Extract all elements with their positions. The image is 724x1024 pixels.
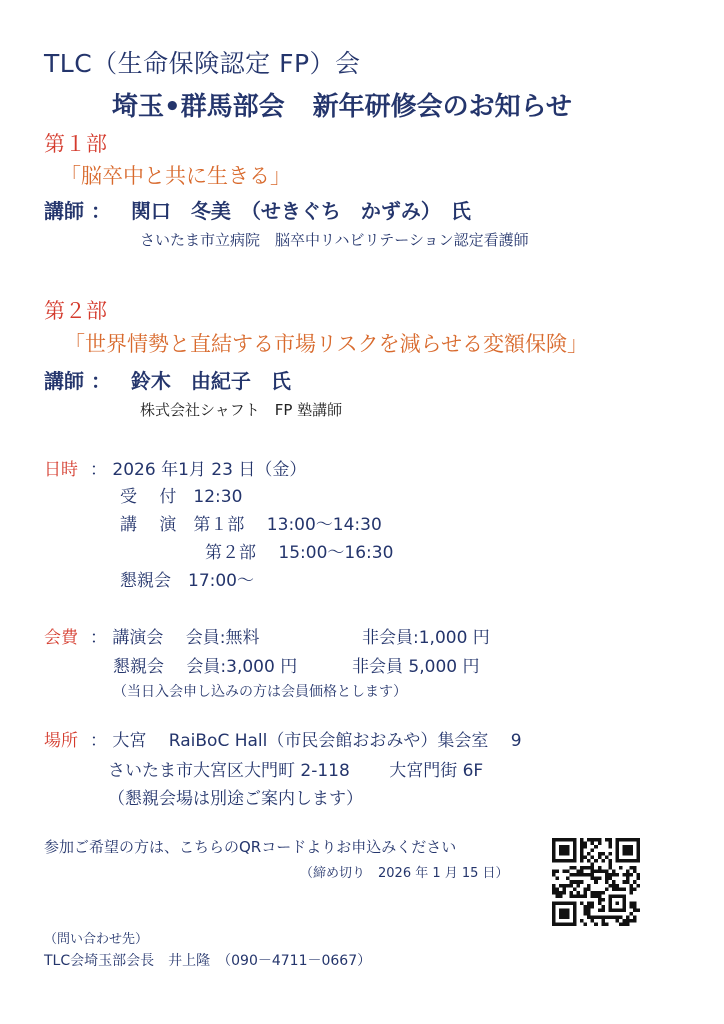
qr-module bbox=[580, 880, 584, 884]
qr-module bbox=[584, 873, 588, 877]
qr-module bbox=[580, 856, 584, 860]
qr-module bbox=[633, 908, 637, 912]
qr-module bbox=[587, 887, 591, 891]
qr-module bbox=[615, 873, 619, 877]
qr-module bbox=[601, 852, 605, 856]
qr-module bbox=[626, 877, 630, 881]
qr-module bbox=[598, 891, 602, 895]
qr-module bbox=[584, 856, 588, 860]
qr-module bbox=[633, 915, 637, 919]
qr-module bbox=[587, 908, 591, 912]
qr-module bbox=[570, 873, 574, 877]
part1-lecturer bbox=[44, 195, 471, 224]
qr-module bbox=[580, 852, 584, 856]
part2-lecturer-label: 講師 ： bbox=[44, 369, 111, 393]
qr-module bbox=[605, 887, 609, 891]
apply-text: 参加ご希望の方は、こちらのQRコードよりお申込みください bbox=[44, 838, 457, 856]
qr-module bbox=[605, 873, 609, 877]
qr-module bbox=[584, 891, 588, 895]
qr-module bbox=[636, 877, 640, 881]
qr-module bbox=[584, 905, 588, 909]
qr-module bbox=[598, 838, 602, 842]
qr-module bbox=[552, 870, 556, 874]
qr-module bbox=[577, 884, 581, 888]
qr-module bbox=[615, 915, 619, 919]
qr-module bbox=[598, 842, 602, 846]
venue-address: さいたま市大宮区大門町 2-118 大宮門街 6F bbox=[108, 761, 484, 781]
qr-module bbox=[587, 852, 591, 856]
qr-module bbox=[552, 873, 556, 877]
qr-module bbox=[615, 884, 619, 888]
fee-lecture-nonmember: 非会員:1,000 円 bbox=[362, 628, 490, 648]
qr-module bbox=[594, 915, 598, 919]
qr-module bbox=[591, 849, 595, 853]
qr-module bbox=[587, 915, 591, 919]
qr-module bbox=[573, 880, 577, 884]
qr-module bbox=[636, 873, 640, 877]
qr-module bbox=[605, 915, 609, 919]
fee-label: 会費 bbox=[44, 628, 78, 648]
qr-module bbox=[629, 905, 633, 909]
subtitle-event: 新年研修会のお知らせ bbox=[312, 92, 572, 122]
schedule-label: 日時 bbox=[44, 460, 78, 480]
qr-module bbox=[580, 842, 584, 846]
apply-deadline: （締め切り 2026 年 1 月 15 日） bbox=[300, 866, 509, 881]
qr-module bbox=[594, 859, 598, 863]
venue-name: ： 大宮 RaiBoC Hall（市民会館おおみや）集会室 9 bbox=[90, 731, 522, 751]
qr-module bbox=[608, 838, 612, 842]
qr-module bbox=[587, 901, 591, 905]
part1-theme: 「脳卒中と共に生きる」 bbox=[60, 164, 291, 188]
qr-module bbox=[622, 919, 626, 923]
qr-module bbox=[587, 912, 591, 916]
qr-module bbox=[629, 866, 633, 870]
qr-module bbox=[556, 891, 560, 895]
part1-lecturer-label: 講師 ： bbox=[44, 199, 111, 223]
part1-affiliation: さいたま市立病院 脳卒中リハビリテーション認定看護師 bbox=[140, 231, 529, 249]
qr-module bbox=[598, 908, 602, 912]
qr-module bbox=[573, 894, 577, 898]
qr-module bbox=[633, 901, 637, 905]
qr-module bbox=[622, 880, 626, 884]
qr-module bbox=[563, 891, 567, 895]
qr-module bbox=[619, 866, 623, 870]
qr-module bbox=[598, 898, 602, 902]
qr-module bbox=[601, 919, 605, 923]
qr-module bbox=[577, 880, 581, 884]
part1-lecturer-name: 関口 冬美 （せきぐち かずみ） 氏 bbox=[130, 199, 471, 223]
qr-module bbox=[629, 884, 633, 888]
qr-module bbox=[570, 894, 574, 898]
qr-module bbox=[608, 866, 612, 870]
qr-module bbox=[612, 870, 616, 874]
qr-module bbox=[601, 905, 605, 909]
qr-module bbox=[591, 905, 595, 909]
part2-label: 第２部 bbox=[44, 299, 107, 323]
page-subtitle bbox=[112, 86, 572, 123]
qr-module bbox=[580, 859, 584, 863]
qr-module bbox=[598, 870, 602, 874]
qr-module bbox=[598, 877, 602, 881]
qr-module bbox=[594, 880, 598, 884]
qr-module bbox=[559, 894, 563, 898]
qr-module bbox=[612, 884, 616, 888]
qr-module bbox=[629, 891, 633, 895]
qr-module bbox=[608, 845, 612, 849]
contact-label: （問い合わせ先） bbox=[44, 932, 149, 947]
qr-module bbox=[633, 887, 637, 891]
qr-module bbox=[580, 838, 584, 842]
qr-module bbox=[608, 915, 612, 919]
qr-module bbox=[608, 884, 612, 888]
qr-module bbox=[626, 915, 630, 919]
qr-module bbox=[629, 912, 633, 916]
qr-module bbox=[559, 884, 563, 888]
qr-module bbox=[584, 912, 588, 916]
venue-note: （懇親会場は別途ご案内します） bbox=[108, 789, 363, 809]
qr-module bbox=[591, 873, 595, 877]
qr-module bbox=[633, 905, 637, 909]
qr-module bbox=[577, 894, 581, 898]
qr-module bbox=[622, 873, 626, 877]
qr-module bbox=[601, 891, 605, 895]
fee-lecture-member: ： 講演会 会員:無料 bbox=[90, 628, 260, 648]
qr-module bbox=[622, 922, 626, 926]
qr-module bbox=[570, 866, 574, 870]
qr-module bbox=[580, 919, 584, 923]
part1-label: 第１部 bbox=[44, 132, 107, 156]
qr-module bbox=[598, 866, 602, 870]
qr-module bbox=[570, 884, 574, 888]
qr-module bbox=[587, 866, 591, 870]
qr-module bbox=[591, 919, 595, 923]
qr-module bbox=[629, 919, 633, 923]
qr-module bbox=[566, 877, 570, 881]
qr-module bbox=[605, 870, 609, 874]
qr-module bbox=[566, 870, 570, 874]
qr-code-image[interactable] bbox=[552, 838, 640, 926]
qr-module bbox=[594, 838, 598, 842]
qr-module bbox=[594, 922, 598, 926]
qr-module bbox=[615, 919, 619, 923]
schedule-date: ： 2026 年1月 23 日（金） bbox=[90, 460, 307, 480]
qr-module bbox=[556, 870, 560, 874]
qr-module bbox=[587, 884, 591, 888]
qr-module bbox=[619, 887, 623, 891]
qr-module bbox=[608, 873, 612, 877]
venue-label: 場所 bbox=[44, 731, 78, 751]
qr-module bbox=[556, 887, 560, 891]
qr-module bbox=[556, 877, 560, 881]
qr-module bbox=[598, 915, 602, 919]
qr-module bbox=[626, 922, 630, 926]
qr-module bbox=[626, 880, 630, 884]
qr-module bbox=[598, 856, 602, 860]
qr-module bbox=[612, 887, 616, 891]
qr-module bbox=[608, 859, 612, 863]
qr-module bbox=[608, 877, 612, 881]
qr-module bbox=[591, 870, 595, 874]
qr-module bbox=[591, 863, 595, 867]
qr-module bbox=[636, 884, 640, 888]
qr-module bbox=[584, 894, 588, 898]
qr-module bbox=[573, 866, 577, 870]
contact-line: TLC会埼玉部会長 井上隆 （090－4711－0667） bbox=[44, 953, 372, 969]
qr-module bbox=[612, 880, 616, 884]
schedule-reception: 受 付 12:30 bbox=[120, 487, 243, 507]
part2-lecturer bbox=[44, 365, 291, 394]
schedule-lecture-part1: 講 演 第１部 13:00～14:30 bbox=[120, 515, 382, 535]
qr-module bbox=[601, 870, 605, 874]
qr-module bbox=[580, 845, 584, 849]
qr-module bbox=[587, 859, 591, 863]
qr-module bbox=[605, 880, 609, 884]
qr-module bbox=[633, 870, 637, 874]
qr-module bbox=[577, 870, 581, 874]
qr-module bbox=[591, 842, 595, 846]
subtitle-group: 埼玉•群馬部会 bbox=[112, 92, 285, 122]
qr-module bbox=[612, 915, 616, 919]
qr-module bbox=[601, 908, 605, 912]
page-title: TLC（生命保険認定 FP）会 bbox=[44, 49, 361, 78]
qr-module bbox=[580, 849, 584, 853]
qr-module bbox=[584, 887, 588, 891]
qr-module bbox=[552, 891, 556, 895]
qr-module bbox=[584, 908, 588, 912]
qr-module bbox=[591, 901, 595, 905]
fee-party-member: 懇親会 会員:3,000 円 bbox=[113, 657, 298, 677]
qr-module bbox=[591, 838, 595, 842]
qr-module bbox=[612, 873, 616, 877]
qr-module bbox=[594, 891, 598, 895]
qr-module bbox=[587, 873, 591, 877]
qr-module bbox=[559, 891, 563, 895]
qr-module bbox=[615, 887, 619, 891]
qr-module bbox=[580, 866, 584, 870]
fee-note: （当日入会申し込みの方は会員価格とします） bbox=[113, 684, 407, 700]
qr-module bbox=[605, 922, 609, 926]
qr-module bbox=[580, 894, 584, 898]
schedule-lecture-part2: 第２部 15:00～16:30 bbox=[205, 543, 394, 563]
qr-module bbox=[566, 884, 570, 888]
qr-module bbox=[577, 873, 581, 877]
qr-module bbox=[577, 891, 581, 895]
qr-module bbox=[556, 894, 560, 898]
part2-theme: 「世界情勢と直結する市場リスクを減らせる変額保険」 bbox=[64, 332, 588, 356]
qr-module bbox=[594, 894, 598, 898]
qr-module bbox=[633, 919, 637, 923]
qr-module bbox=[552, 887, 556, 891]
qr-module bbox=[633, 866, 637, 870]
qr-module bbox=[619, 922, 623, 926]
qr-module bbox=[598, 852, 602, 856]
qr-module bbox=[636, 908, 640, 912]
qr-module bbox=[591, 891, 595, 895]
qr-module bbox=[601, 859, 605, 863]
qr-module bbox=[563, 870, 567, 874]
qr-module bbox=[598, 901, 602, 905]
qr-module bbox=[598, 894, 602, 898]
qr-module bbox=[584, 845, 588, 849]
qr-module bbox=[587, 838, 591, 842]
qr-module bbox=[591, 866, 595, 870]
qr-module bbox=[591, 915, 595, 919]
qr-module bbox=[601, 898, 605, 902]
qr-module bbox=[619, 915, 623, 919]
qr-module bbox=[626, 873, 630, 877]
qr-module bbox=[584, 866, 588, 870]
qr-module bbox=[570, 880, 574, 884]
part2-affiliation: 株式会社シャフト FP 塾講師 bbox=[140, 401, 343, 419]
qr-module bbox=[563, 887, 567, 891]
qr-module bbox=[594, 845, 598, 849]
qr-module bbox=[622, 887, 626, 891]
qr-module bbox=[591, 894, 595, 898]
qr-module bbox=[605, 838, 609, 842]
schedule-party: 懇親会 17:00～ bbox=[120, 571, 254, 591]
qr-module bbox=[605, 877, 609, 881]
part2-lecturer-name: 鈴木 由紀子 氏 bbox=[130, 369, 291, 393]
qr-module bbox=[580, 870, 584, 874]
qr-module bbox=[552, 884, 556, 888]
qr-module bbox=[594, 877, 598, 881]
qr-module bbox=[608, 852, 612, 856]
qr-module bbox=[584, 922, 588, 926]
qr-module bbox=[605, 856, 609, 860]
qr-module bbox=[629, 901, 633, 905]
qr-module bbox=[573, 873, 577, 877]
qr-module bbox=[608, 863, 612, 867]
qr-module bbox=[608, 842, 612, 846]
qr-module bbox=[633, 880, 637, 884]
qr-module bbox=[580, 901, 584, 905]
qr-module bbox=[601, 915, 605, 919]
qr-module bbox=[591, 877, 595, 881]
qr-module bbox=[626, 919, 630, 923]
qr-module bbox=[601, 922, 605, 926]
qr-module bbox=[584, 842, 588, 846]
qr-module bbox=[573, 887, 577, 891]
qr-module bbox=[570, 891, 574, 895]
qr-module bbox=[563, 884, 567, 888]
qr-module bbox=[626, 870, 630, 874]
qr-module bbox=[594, 870, 598, 874]
qr-module bbox=[580, 873, 584, 877]
qr-module bbox=[629, 873, 633, 877]
fee-party-nonmember: 非会員 5,000 円 bbox=[352, 657, 480, 677]
qr-module bbox=[587, 905, 591, 909]
qr-module bbox=[591, 856, 595, 860]
qr-module bbox=[629, 887, 633, 891]
